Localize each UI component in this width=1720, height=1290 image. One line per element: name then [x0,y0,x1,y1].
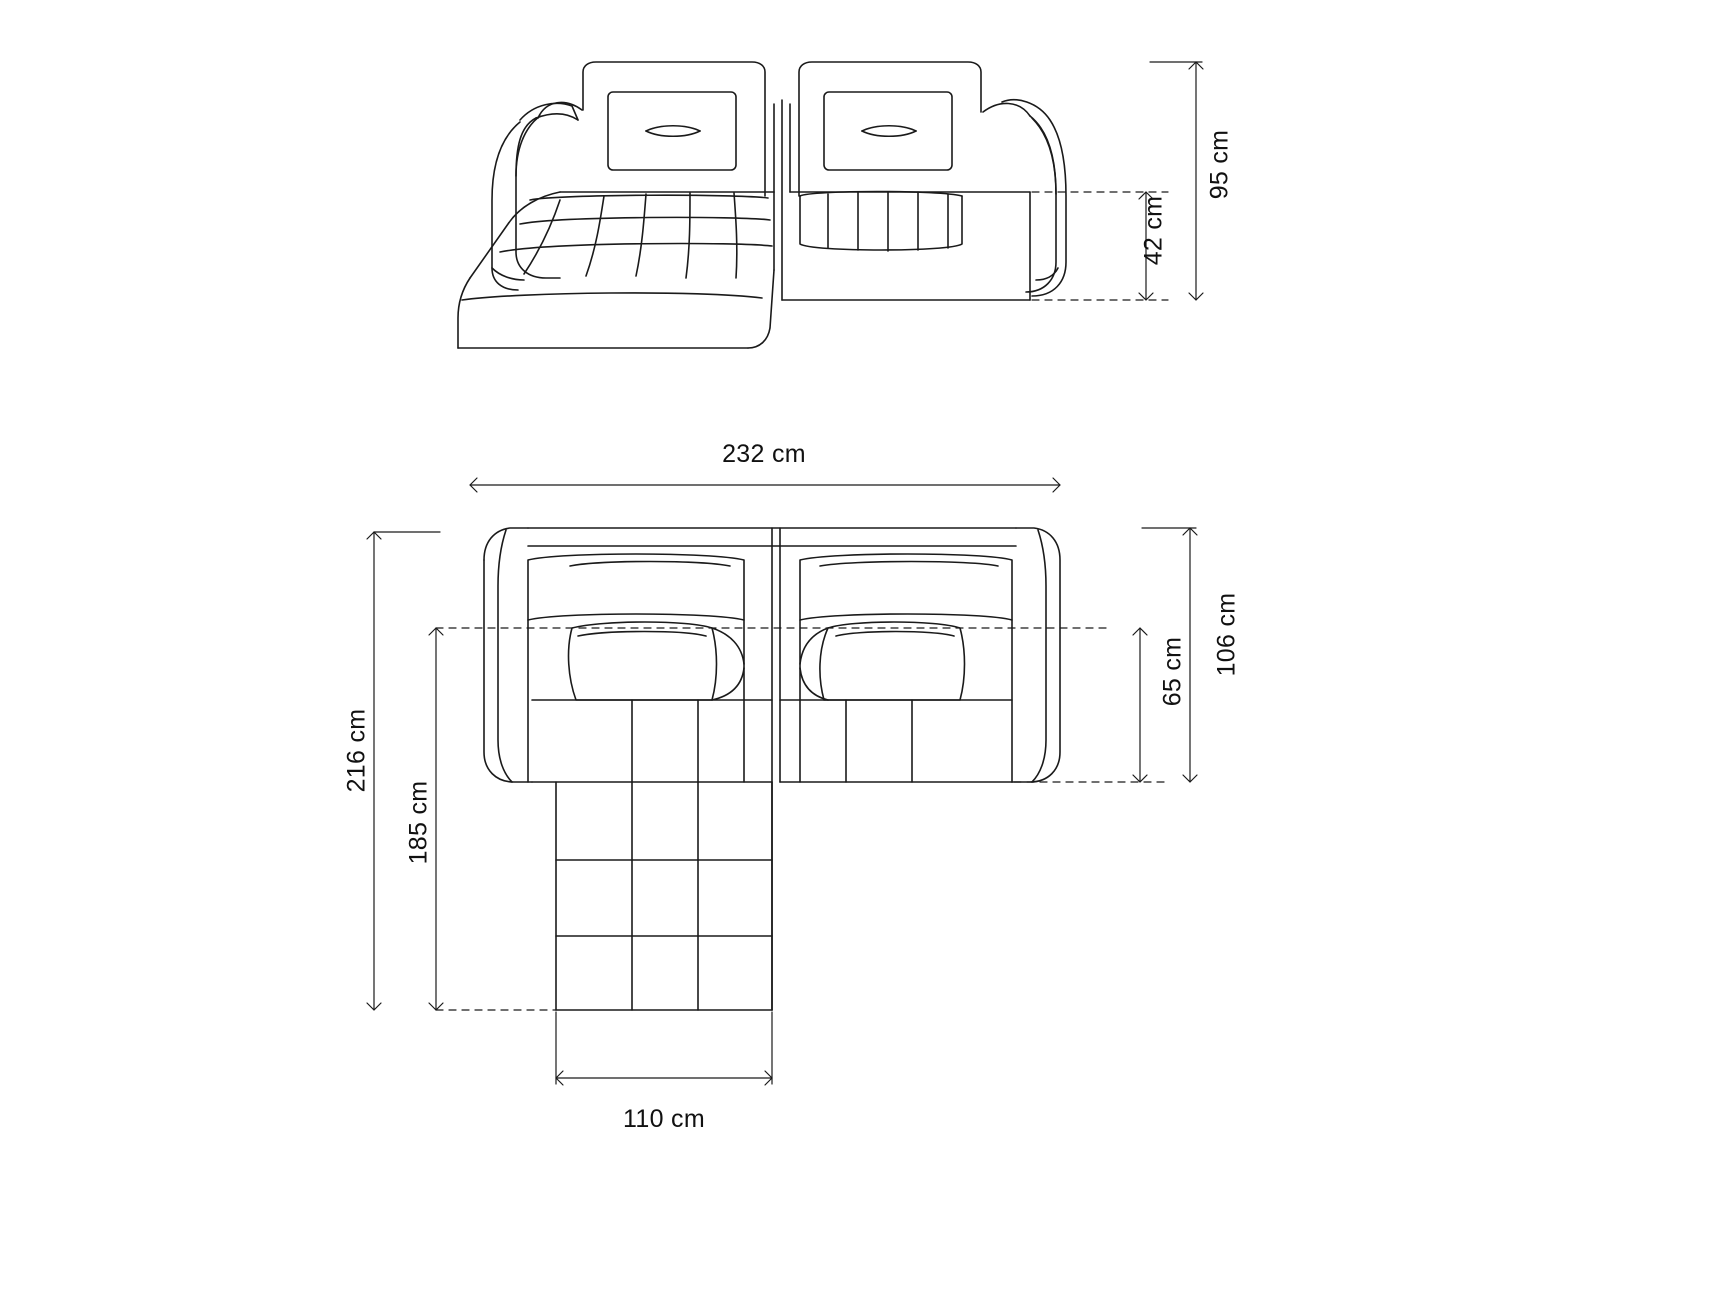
dimension-label-depth-cushion: 65 cm [1158,636,1187,707]
dimension-label-chaise-width: 110 cm [623,1105,705,1133]
dimension-label-width-total: 232 cm [722,440,806,468]
dimension-label-height-total: 95 cm [1205,129,1234,200]
dimension-label-depth-total: 216 cm [342,708,371,793]
plan-view [470,478,1060,1010]
dimension-label-depth-seat: 106 cm [1212,592,1241,677]
dimension-label-seat-height: 42 cm [1139,195,1168,266]
dimension-label-depth-main: 185 cm [404,780,433,865]
front-elevation-view [458,62,1066,348]
plan-view-dimensions [367,528,1197,1085]
